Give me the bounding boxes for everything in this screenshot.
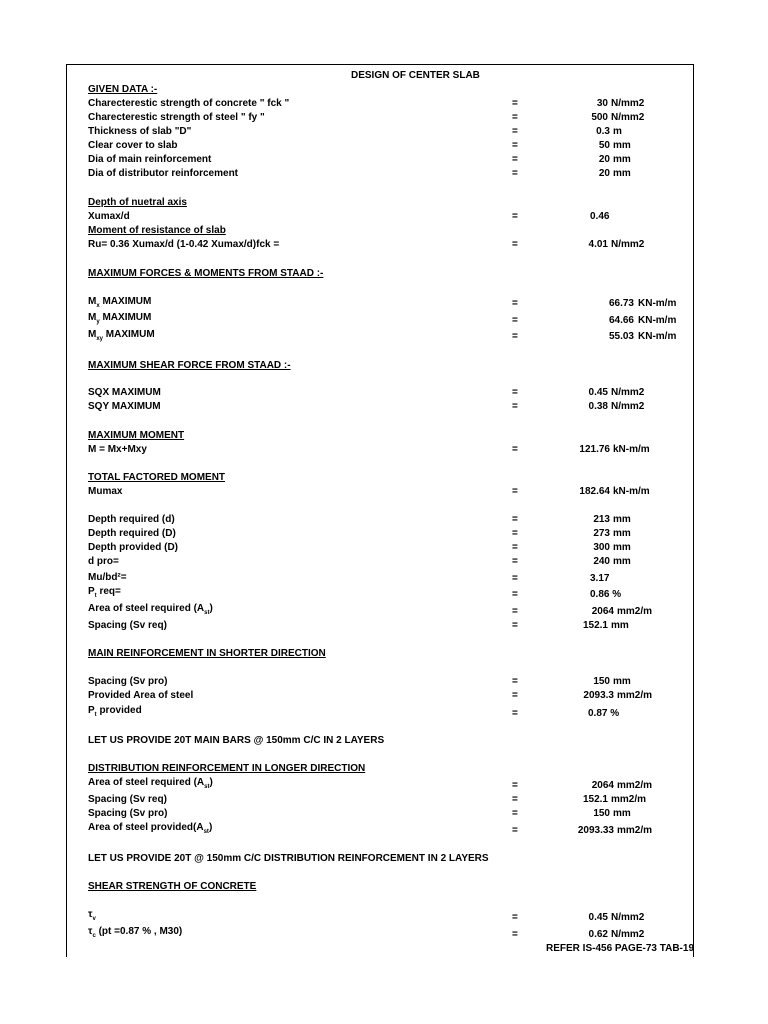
row-value: 213: [593, 514, 610, 525]
equals-sign: =: [512, 780, 518, 791]
equals-sign: =: [512, 929, 518, 940]
row-unit: m: [613, 126, 622, 137]
row-unit: mm: [613, 542, 631, 553]
equals-sign: =: [512, 794, 518, 805]
equals-sign: =: [512, 542, 518, 553]
shear-strength-heading: SHEAR STRENGTH OF CONCRETE: [88, 881, 257, 892]
row-value: 500: [591, 112, 608, 123]
dist-ast-pro-label: Area of steel $provided(A_{st})$: [88, 822, 213, 835]
row-unit: mm: [613, 168, 631, 179]
mx-unit: KN-m/m: [638, 298, 677, 309]
neutral-axis-heading: Depth of nuetral axis: [88, 197, 187, 208]
dist-ast-req-label: Area of steel required $(A_{st})$: [88, 777, 213, 790]
equals-sign: =: [512, 708, 518, 719]
equals-sign: =: [512, 126, 518, 137]
mumax-value: 182.64: [579, 486, 610, 497]
row-value: 240: [593, 556, 610, 567]
row-label: Depth required (D): [88, 528, 176, 539]
reference-note: REFER IS-456 PAGE-73 TAB-19: [546, 943, 695, 954]
max-moment-heading: MAXIMUM MOMENT: [88, 430, 185, 441]
row-value: 20: [598, 154, 610, 165]
row-label: Dia of main reinforcement: [88, 154, 212, 165]
equals-sign: =: [512, 606, 518, 617]
row-value: 2093.3: [583, 690, 614, 701]
ast-req-label: Area of steel required $(A_{st})$: [88, 603, 213, 616]
equals-sign: =: [512, 514, 518, 525]
tau-v-label: $\tau_v$: [88, 909, 96, 922]
mxy-unit: KN-m/m: [638, 331, 677, 342]
row-label: d pro=: [88, 556, 119, 567]
pt-req-value: 0.86 %: [590, 589, 622, 600]
equals-sign: =: [512, 168, 518, 179]
row-label: Mu/bd²=: [88, 572, 127, 583]
row-label: Spacing (Sv pro): [88, 808, 168, 819]
sqy-label: SQY MAXIMUM: [88, 401, 161, 412]
row-value: 20: [598, 168, 610, 179]
pt-provided-label: $P_t$ provided: [88, 705, 142, 718]
row-value: 50: [598, 140, 610, 151]
equals-sign: =: [512, 298, 518, 309]
mxy-label: $M_{xy}$ MAXIMUM: [88, 329, 155, 342]
row-unit: mm2/m: [611, 794, 647, 805]
shear-heading: MAXIMUM SHEAR FORCE FROM STAAD :-: [88, 360, 291, 371]
row-value: 152.1: [582, 794, 608, 805]
sv-req-unit: mm: [611, 620, 629, 631]
row-value: 30: [596, 98, 608, 109]
dist-ast-pro-unit: mm2/m: [617, 825, 653, 836]
max-moment-unit: kN-m/m: [613, 444, 650, 455]
page-title: DESIGN OF CENTER SLAB: [351, 70, 480, 81]
row-value: 300: [593, 542, 610, 553]
row-label: Depth provided (D): [88, 542, 178, 553]
row-unit: N/mm2: [611, 98, 645, 109]
max-moment-value: 121.76: [579, 444, 610, 455]
xumax-label: Xumax/d: [88, 211, 130, 222]
row-unit: mm: [613, 528, 631, 539]
row-label: Dia of distributor reinforcement: [88, 168, 239, 179]
pt-req-label: $P_t$ req=: [88, 586, 121, 599]
dist-ast-req-value: 2064: [591, 780, 614, 791]
equals-sign: =: [512, 154, 518, 165]
ru-unit: N/mm2: [611, 239, 645, 250]
ru-label: Ru= 0.36 Xumax/d (1-0.42 Xumax/d)fck =: [88, 239, 280, 250]
row-label: Charecterestic strength of concrete " fck ": [88, 98, 290, 109]
sv-req-label: Spacing (Sv req): [88, 620, 167, 631]
equals-sign: =: [512, 690, 518, 701]
ast-req-value: 2064: [591, 606, 614, 617]
sqx-label: SQX MAXIMUM: [88, 387, 161, 398]
equals-sign: =: [512, 112, 518, 123]
dist-reinf-heading: DISTRIBUTION REINFORCEMENT IN LONGER DIRECTION: [88, 763, 366, 774]
row-unit: mm: [613, 808, 631, 819]
sqy-value: 0.38: [588, 401, 608, 412]
row-unit: mm: [613, 514, 631, 525]
tau-c-value: 0.62: [588, 929, 608, 940]
row-unit: mm: [613, 154, 631, 165]
ast-req-unit: mm2/m: [617, 606, 653, 617]
row-value: 150: [593, 808, 610, 819]
equals-sign: =: [512, 556, 518, 567]
tau-v-unit: N/mm2: [611, 912, 645, 923]
row-unit: mm: [613, 676, 631, 687]
mumax-unit: kN-m/m: [613, 486, 650, 497]
forces-heading: MAXIMUM FORCES & MOMENTS FROM STAAD :-: [88, 268, 324, 279]
equals-sign: =: [512, 676, 518, 687]
dist-ast-req-unit: mm2/m: [617, 780, 653, 791]
equals-sign: =: [512, 444, 518, 455]
row-label: Charecterestic strength of steel " fy ": [88, 112, 265, 123]
row-label: Spacing (Sv pro): [88, 676, 168, 687]
equals-sign: =: [512, 401, 518, 412]
equals-sign: =: [512, 239, 518, 250]
row-unit: mm2/m: [617, 690, 653, 701]
factored-moment-heading: TOTAL FACTORED MOMENT: [88, 472, 226, 483]
tau-c-unit: N/mm2: [611, 929, 645, 940]
equals-sign: =: [512, 912, 518, 923]
main-reinf-note: LET US PROVIDE 20T MAIN BARS @ 150mm C/C IN 2 LAYERS: [88, 735, 385, 746]
main-reinf-heading: MAIN REINFORCEMENT IN SHORTER DIRECTION: [88, 648, 326, 659]
mx-value: 66.73: [608, 298, 634, 309]
equals-sign: =: [512, 808, 518, 819]
sqx-value: 0.45: [588, 387, 608, 398]
dist-ast-pro-value: 2093.33: [577, 825, 614, 836]
sv-req-value: 152.1: [582, 620, 608, 631]
xumax-value: 0.46: [590, 211, 610, 222]
my-label: $M_y$ MAXIMUM: [88, 312, 152, 325]
moment-resistance-heading: Moment of resistance of slab: [88, 225, 226, 236]
equals-sign: =: [512, 528, 518, 539]
equals-sign: =: [512, 486, 518, 497]
equals-sign: =: [512, 825, 518, 836]
row-label: Thickness of slab "D": [88, 126, 192, 137]
row-label: Clear cover to slab: [88, 140, 178, 151]
sqx-unit: N/mm2: [611, 387, 645, 398]
ru-value: 4.01: [588, 239, 608, 250]
equals-sign: =: [512, 573, 518, 584]
my-unit: KN-m/m: [638, 315, 677, 326]
pt-provided-value: 0.87 %: [588, 708, 620, 719]
row-unit: mm: [613, 140, 631, 151]
given-heading: GIVEN DATA :-: [88, 84, 158, 95]
equals-sign: =: [512, 387, 518, 398]
my-value: 64.66: [608, 315, 634, 326]
mx-label: $M_x$ MAXIMUM: [88, 296, 152, 309]
equals-sign: =: [512, 331, 518, 342]
row-value: 150: [593, 676, 610, 687]
row-value: 3.17: [590, 573, 610, 584]
equals-sign: =: [512, 620, 518, 631]
equals-sign: =: [512, 589, 518, 600]
tau-v-value: 0.45: [588, 912, 608, 923]
tau-c-label: $\tau_c$ (pt =0.87 % , M30): [88, 926, 183, 939]
equals-sign: =: [512, 140, 518, 151]
row-label: Provided Area of steel: [88, 690, 194, 701]
sqy-unit: N/mm2: [611, 401, 645, 412]
equals-sign: =: [512, 315, 518, 326]
max-moment-label: M = Mx+Mxy: [88, 444, 147, 455]
row-label: Spacing (Sv req): [88, 794, 167, 805]
equals-sign: =: [512, 211, 518, 222]
dist-reinf-note: LET US PROVIDE 20T @ 150mm C/C DISTRIBUTION REINFORCEMENT IN 2 LAYERS: [88, 853, 489, 864]
row-value: 273: [593, 528, 610, 539]
mumax-label: Mumax: [88, 486, 123, 497]
mxy-value: 55.03: [608, 331, 634, 342]
row-unit: mm: [613, 556, 631, 567]
row-unit: N/mm2: [611, 112, 645, 123]
row-value: 0.3: [596, 126, 610, 137]
row-label: Depth required (d): [88, 514, 175, 525]
equals-sign: =: [512, 98, 518, 109]
